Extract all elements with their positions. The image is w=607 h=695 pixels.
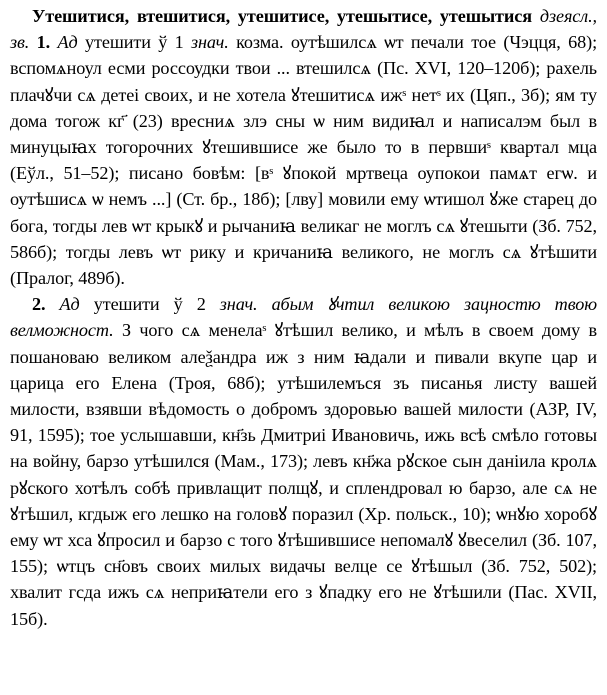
definition-label: Ад <box>59 294 80 315</box>
sense-2-paragraph <box>10 291 597 632</box>
definition-ref: утешити ў 2 <box>93 294 206 315</box>
definition-gloss: козма. <box>236 32 284 53</box>
definition-tag: знач. <box>219 294 258 315</box>
citations-text: оутѣшилсѧ ѡт печали тое (Чэцця, 68); вспомѧноул есми россоудки твои ... втешилсѧ (Пс. XVI, 120–120б); рахель плачꙋчи сѧ детеі своих, и не хотела ꙋтешитисѧ ижˢ нетˢ их (Цяп., 3б); ям ту дома тогож кг҃ (23) вресниѧ злэ сны ѡ ним видиꙗл и написалэм был в минуцыꙗх тогорочних ꙋтешившисе же было то в первшиˢ квартал мца (Еўл., 51–52); писано бовѣм: [вˢ ꙋпокой мртвеца оупокои памѧт егѡ. и оутѣшисѧ ѡ немъ ...] (Ст. бр., 18б); [лву] мовили ему ѡтишол ꙋже старец до бога, тогды лев ѡт крыкꙋ и рычаниꙗ великаг не моглъ сѧ ꙋтешыти (Зб. 752, 586б); тогды левъ ѡт рику и кричаниꙗ великого, не моглъ сѧ ꙋтѣшити (Пралог, 489б). <box>10 32 598 289</box>
definition-label: Ад <box>57 32 78 53</box>
definition-gloss: абым ꙋчтил великою зацностю твою велможност. <box>10 294 597 341</box>
definition-tag: знач. <box>190 32 229 53</box>
definition-ref: утешити ў 1 <box>85 32 184 53</box>
entry-headword: Утешитися, втешитися, утешитисе, утешытисе, утешытися <box>32 6 532 26</box>
sense-number: 1. <box>36 32 51 53</box>
sense-1-paragraph <box>10 3 597 291</box>
grammar-label: дзеясл., зв. <box>10 6 597 53</box>
sense-number: 2. <box>32 294 46 315</box>
dictionary-entry <box>10 3 597 632</box>
citations-text: З чого сѧ менелаˢ ꙋтѣшил велико, и мѣлъ в своем дому в пошановаю великом алеѯандра иж з ним ꙗдали и пивали вкупе цар и царица его Елена (Троя, 68б); утѣшилемъся зъ писанья листу вашей милости, взявши вѣдомость о добромъ здоровью вашей милости (АЗР, IV, 91, 1595); тое услышавши, кн҃зь Дмитриі Ивановичь, ижь всѣ смѣло готовы на войну, барзо утѣшился (Мам., 173); левъ кн҃жа рꙋское сын данiила кролѧ рꙋского хотѣлъ собѣ привлащит полщꙋ, и сплендровал ю барзо, але сѧ не ꙋтѣшил, кгдыж его лешко на головꙋ поразил (Хр. польск., 10); ѡнꙋю хоробꙋ ему ѡт хса ꙋпросил и барзо с того ꙋтѣшившисе непомалꙋ ꙋвеселил (Зб. 107, 155); ѡтцъ сн҃овъ своих милых видачы велце се ꙋтѣшыл (Зб. 752, 502); хвалит гсда ижъ сѧ неприꙗтели его з ꙋпадку его не ꙋтѣшили (Пас. XVII, 15б). <box>10 320 597 629</box>
